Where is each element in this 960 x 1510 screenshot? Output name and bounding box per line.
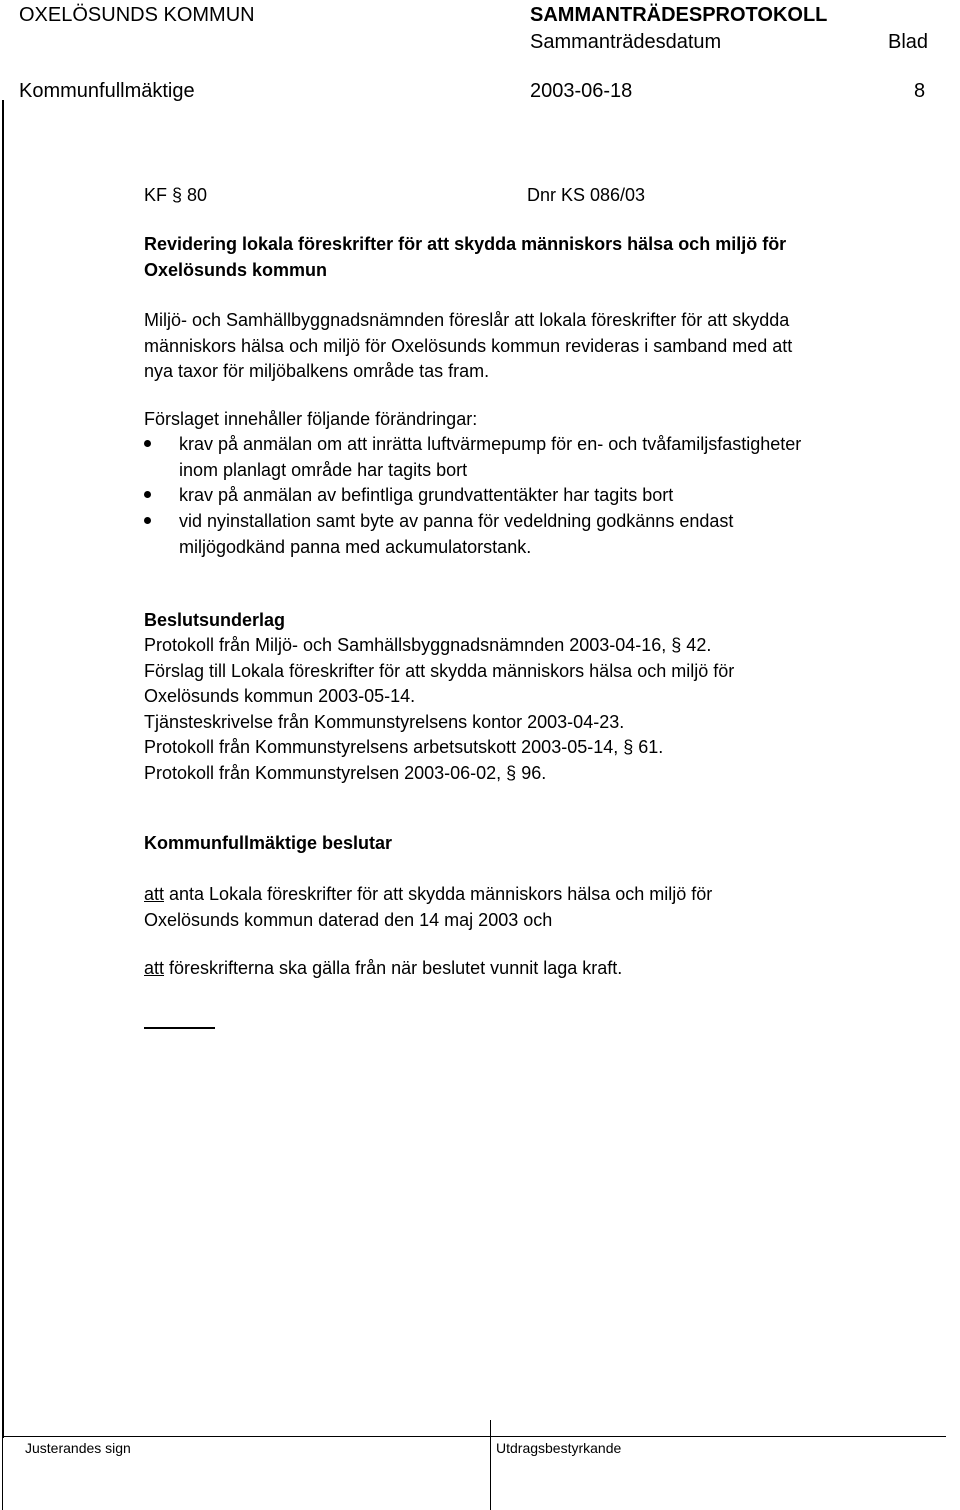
att-word: att <box>144 958 165 978</box>
basis-line: Protokoll från Miljö- och Samhällsbyggnadsnämnden 2003-04-16, § 42. <box>144 635 712 655</box>
decision-text: föreskrifterna ska gälla från när beslutet vunnit laga kraft. <box>164 958 623 978</box>
org-name: OXELÖSUNDS KOMMUN <box>19 4 255 26</box>
basis-list <box>144 633 734 786</box>
footer-divider <box>490 1420 491 1510</box>
bullet-icon <box>144 440 151 447</box>
change-item-line: inom planlagt område har tagits bort <box>179 459 468 480</box>
bullet-icon <box>144 517 151 524</box>
basis-heading: Beslutsunderlag <box>144 610 286 630</box>
cert-label: Utdragsbestyrkande <box>496 1440 622 1456</box>
date-label: Sammanträdesdatum <box>530 31 722 53</box>
end-rule <box>144 1027 215 1029</box>
intro-line: Miljö- och Samhällbyggnadsnämnden föreslår att lokala föreskrifter för att skydda <box>144 310 790 330</box>
footer-divider <box>2 1420 3 1510</box>
footer-rule <box>4 1436 946 1437</box>
change-item-line: vid nyinstallation samt byte av panna för vedeldning godkänns endast <box>179 511 734 531</box>
basis-line: Protokoll från Kommunstyrelsen 2003-06-02, § 96. <box>144 762 547 783</box>
meeting-date: 2003-06-18 <box>530 80 633 102</box>
intro-paragraph <box>144 308 792 385</box>
change-item <box>179 483 673 509</box>
case-number: KF § 80 <box>144 185 208 205</box>
intro-line: nya taxor för miljöbalkens område tas fram. <box>144 361 490 381</box>
doc-type: SAMMANTRÄDESPROTOKOLL <box>530 4 828 26</box>
decision-text: Oxelösunds kommun daterad den 14 maj 2003 och <box>144 909 553 930</box>
basis-line: Tjänsteskrivelse från Kommunstyrelsens kontor 2003-04-23. <box>144 711 625 732</box>
page-number: 8 <box>914 80 926 102</box>
change-item-line: krav på anmälan av befintliga grundvattentäkter har tagits bort <box>179 485 674 505</box>
decision-text: anta Lokala föreskrifter för att skydda människors hälsa och miljö för <box>164 884 713 904</box>
title-line: Revidering lokala föreskrifter för att skydda människors hälsa och miljö för <box>144 234 787 254</box>
case-dnr: Dnr KS 086/03 <box>527 185 646 205</box>
basis-line: Förslag till Lokala föreskrifter för att skydda människors hälsa och miljö för <box>144 660 735 681</box>
change-item <box>179 432 801 483</box>
assembly-name: Kommunfullmäktige <box>19 80 195 102</box>
intro-line: människors hälsa och miljö för Oxelösunds kommun revideras i samband med att <box>144 335 793 356</box>
basis-line: Protokoll från Kommunstyrelsens arbetsutskott 2003-05-14, § 61. <box>144 737 664 757</box>
changes-lead: Förslaget innehåller följande förändringar: <box>144 409 478 429</box>
page-label: Blad <box>888 31 929 53</box>
change-item <box>179 509 733 560</box>
section-title <box>144 232 786 283</box>
sign-label: Justerandes sign <box>25 1440 131 1456</box>
change-item-line: krav på anmälan om att inrätta luftvärmepump för en- och tvåfamiljsfastigheter <box>179 434 802 454</box>
title-line: Oxelösunds kommun <box>144 259 328 280</box>
decision-heading: Kommunfullmäktige beslutar <box>144 833 393 853</box>
bullet-icon <box>144 491 151 498</box>
decision-item <box>144 956 622 982</box>
decision-item <box>144 882 712 933</box>
basis-line: Oxelösunds kommun 2003-05-14. <box>144 686 416 706</box>
change-item-line: miljögodkänd panna med ackumulatorstank. <box>179 536 532 557</box>
att-word: att <box>144 884 165 904</box>
left-margin-rule <box>2 100 4 1438</box>
